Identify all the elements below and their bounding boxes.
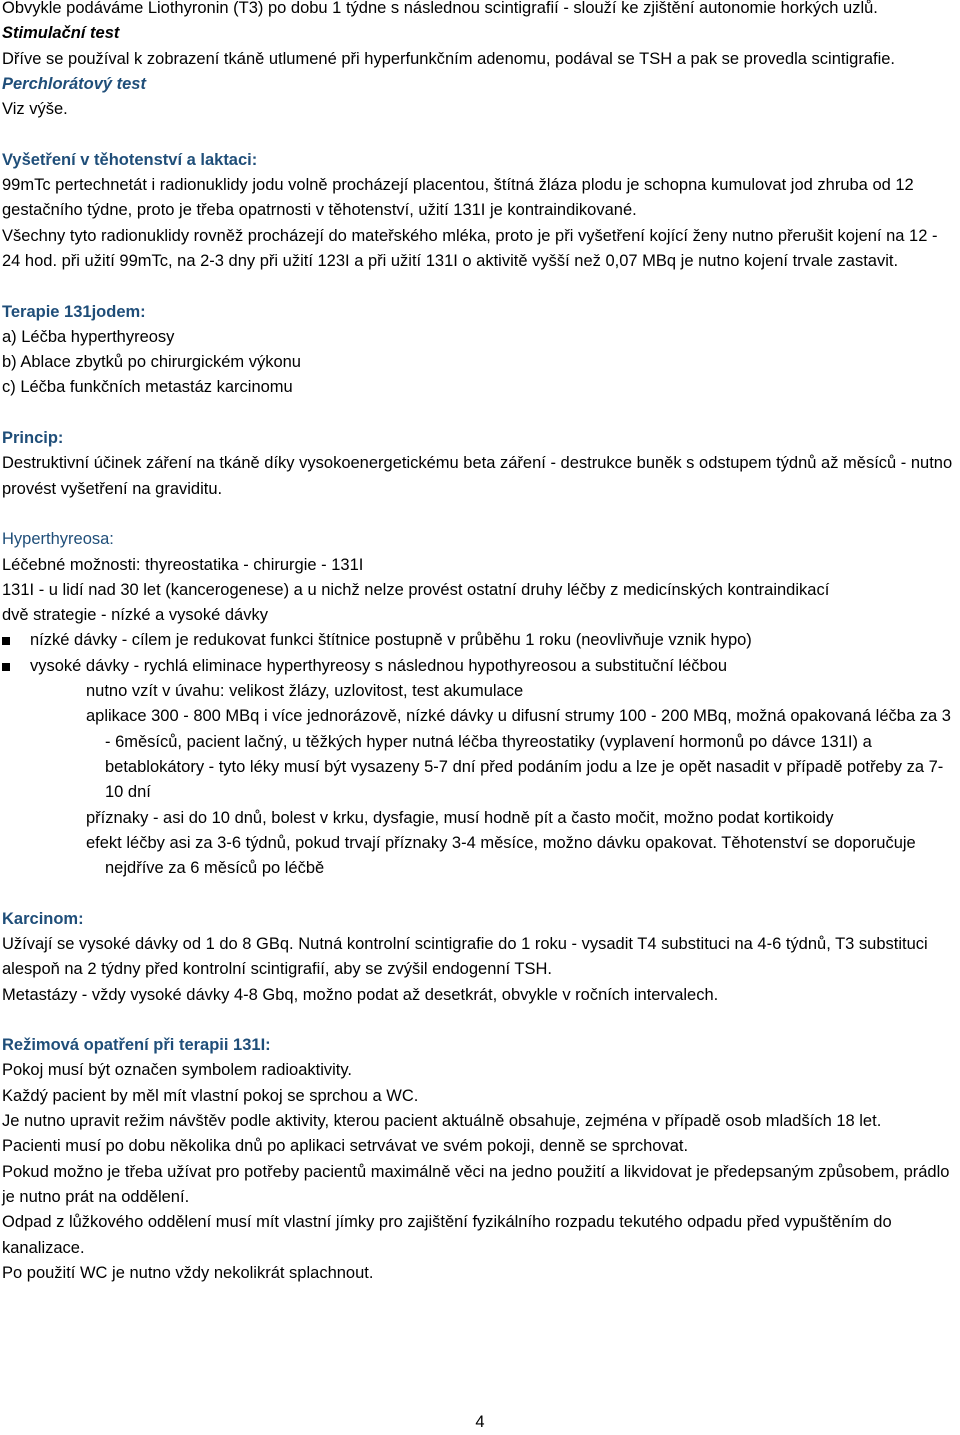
spacer (2, 122, 958, 147)
regime-line: Odpad z lůžkového oddělení musí mít vlastní jímky pro zajištění fyzikálního rozpadu tekutého odpadu před vypuštěním do kanalizace. (2, 1213, 892, 1257)
regime-line: Každý pacient by měl mít vlastní pokoj se sprchou a WC. (2, 1086, 419, 1105)
treatment-effect-text: efekt léčby asi za 3-6 týdnů, pokud trvají příznaky 3-4 měsíce, možno dávku opakovat. Těhotenství se doporučuje nejdříve za 6 měsíců po léčbě (86, 833, 916, 878)
strategies-text: dvě strategie - nízké a vysoké dávky (2, 606, 268, 625)
stimulation-test-heading: Stimulační test (2, 24, 120, 43)
spacer (2, 881, 958, 906)
therapy-heading: Terapie 131jodem: (2, 302, 146, 321)
principle-heading: Princip: (2, 429, 64, 448)
regime-line: Pokoj musí být označen symbolem radioaktivity. (2, 1061, 353, 1080)
therapy-item: a) Léčba hyperthyreosy (2, 327, 175, 346)
carcinoma-paragraph-2: Metastázy - vždy vysoké dávky 4-8 Gbq, možno podat až desetkrát, obvykle v ročních intervalech. (2, 985, 719, 1004)
principle-text: Destruktivní účinek záření na tkáně díky vysokoenergetickému beta záření - destrukce buněk s odstupem týdnů až měsíců - nutno provést vyšetření na graviditu. (2, 454, 953, 498)
considerations-text: nutno vzít v úvahu: velikost žlázy, uzlovitost, test akumulace (86, 682, 524, 701)
pregnancy-heading: Vyšetření v těhotenství a laktaci: (2, 150, 258, 169)
symptoms-text: příznaky - asi do 10 dnů, bolest v krku, dysfagie, musí hodně pít a často močit, možno podat kortikoidy (86, 808, 834, 827)
intro-paragraph: Obvykle podáváme Liothyronin (T3) po dobu 1 týdne s následnou scintigrafií - slouží ke zjištění autonomie horkých uzlů. (2, 0, 878, 17)
regime-line: Pacienti musí po dobu několika dnů po aplikaci setrvávat ve svém pokoji, denně se sprchovat. (2, 1137, 689, 1156)
regime-line: Po použití WC je nutno vždy nekolikrát splachnout. (2, 1263, 374, 1282)
perchlorate-test-text: Viz výše. (2, 100, 68, 119)
perchlorate-test-heading: Perchlorátový test (2, 74, 146, 93)
indication-text: 131I - u lidí nad 30 let (kancerogenese) a u nichž nelze provést ostatní druhy léčby z medicínských kontraindikací (2, 580, 830, 599)
pregnancy-paragraph-2: Všechny tyto radionuklidy rovněž procházejí do mateřského mléka, proto je při vyšetření kojící ženy nutno přerušit kojení na 12 - 24 hod. při užití 99mTc, na 2-3 dny při užití 123I a při užití 131I o aktivitě vyšší než 0,07 MBq je nutno kojení trvale zastavit. (2, 226, 938, 270)
spacer (2, 1008, 958, 1033)
regime-line: Je nutno upravit režim návštěv podle aktivity, kterou pacient aktuálně obsahuje, zejména v případě osob mladších 18 let. (2, 1112, 882, 1131)
carcinoma-heading: Karcinom: (2, 909, 84, 928)
regime-heading: Režimová opatření při terapii 131I: (2, 1036, 271, 1055)
treatment-options: Léčebné možnosti: thyreostatika - chirurgie - 131I (2, 555, 364, 574)
dose-strategy-list (2, 628, 958, 679)
spacer (2, 401, 958, 426)
list-item: nízké dávky - cílem je redukovat funkci štítnice postupně v průběhu 1 roku (neovlivňuje vznik hypo) (2, 628, 958, 653)
therapy-item: b) Ablace zbytků po chirurgickém výkonu (2, 353, 301, 372)
regime-line: Pokud možno je třeba užívat pro potřeby pacientů maximálně věci na jedno použití a likvidovat je předepsaným způsobem, prádlo je nutno prát na oddělení. (2, 1162, 950, 1206)
spacer (2, 274, 958, 299)
therapy-item: c) Léčba funkčních metastáz karcinomu (2, 378, 293, 397)
stimulation-test-text: Dříve se používal k zobrazení tkáně utlumené při hyperfunkčním adenomu, podával se TSH a pak se provedla scintigrafie. (2, 49, 896, 68)
spacer (2, 502, 958, 527)
list-item: vysoké dávky - rychlá eliminace hyperthyreosy s následnou hypothyreosou a substituční léčbou (2, 654, 958, 679)
application-text: aplikace 300 - 800 MBq i více jednorázově, nízké dávky u difusní strumy 100 - 200 MBq, možná opakovaná léčba za 3 - 6měsíců, pacient lačný, u těžkých hyper nutná léčba thyreostatiky (vyplavení hormonů po dávce 131I) a betablokátory - tyto léky musí být vysazeny 5-7 dní před podáním jodu a lze je opět nasadit v případě potřeby za 7-10 dní (86, 707, 951, 802)
page-number: 4 (475, 1413, 485, 1431)
hyperthyreosis-heading: Hyperthyreosa: (2, 530, 114, 549)
document-body (2, 0, 958, 1286)
carcinoma-paragraph-1: Užívají se vysoké dávky od 1 do 8 GBq. Nutná kontrolní scintigrafie do 1 roku - vysadit T4 substituci na 4-6 týdnů, T3 substituci alespoň na 2 týdny před kontrolní scintigrafií, aby se zvýšil endogenní TSH. (2, 934, 928, 979)
pregnancy-paragraph-1: 99mTc pertechnetát i radionuklidy jodu volně procházejí placentou, štítná žláza plodu je schopna kumulovat jod zhruba od 12 gestačního týdne, proto je třeba opatrnosti v těhotenství, užití 131I je kontraindikované. (2, 176, 914, 220)
